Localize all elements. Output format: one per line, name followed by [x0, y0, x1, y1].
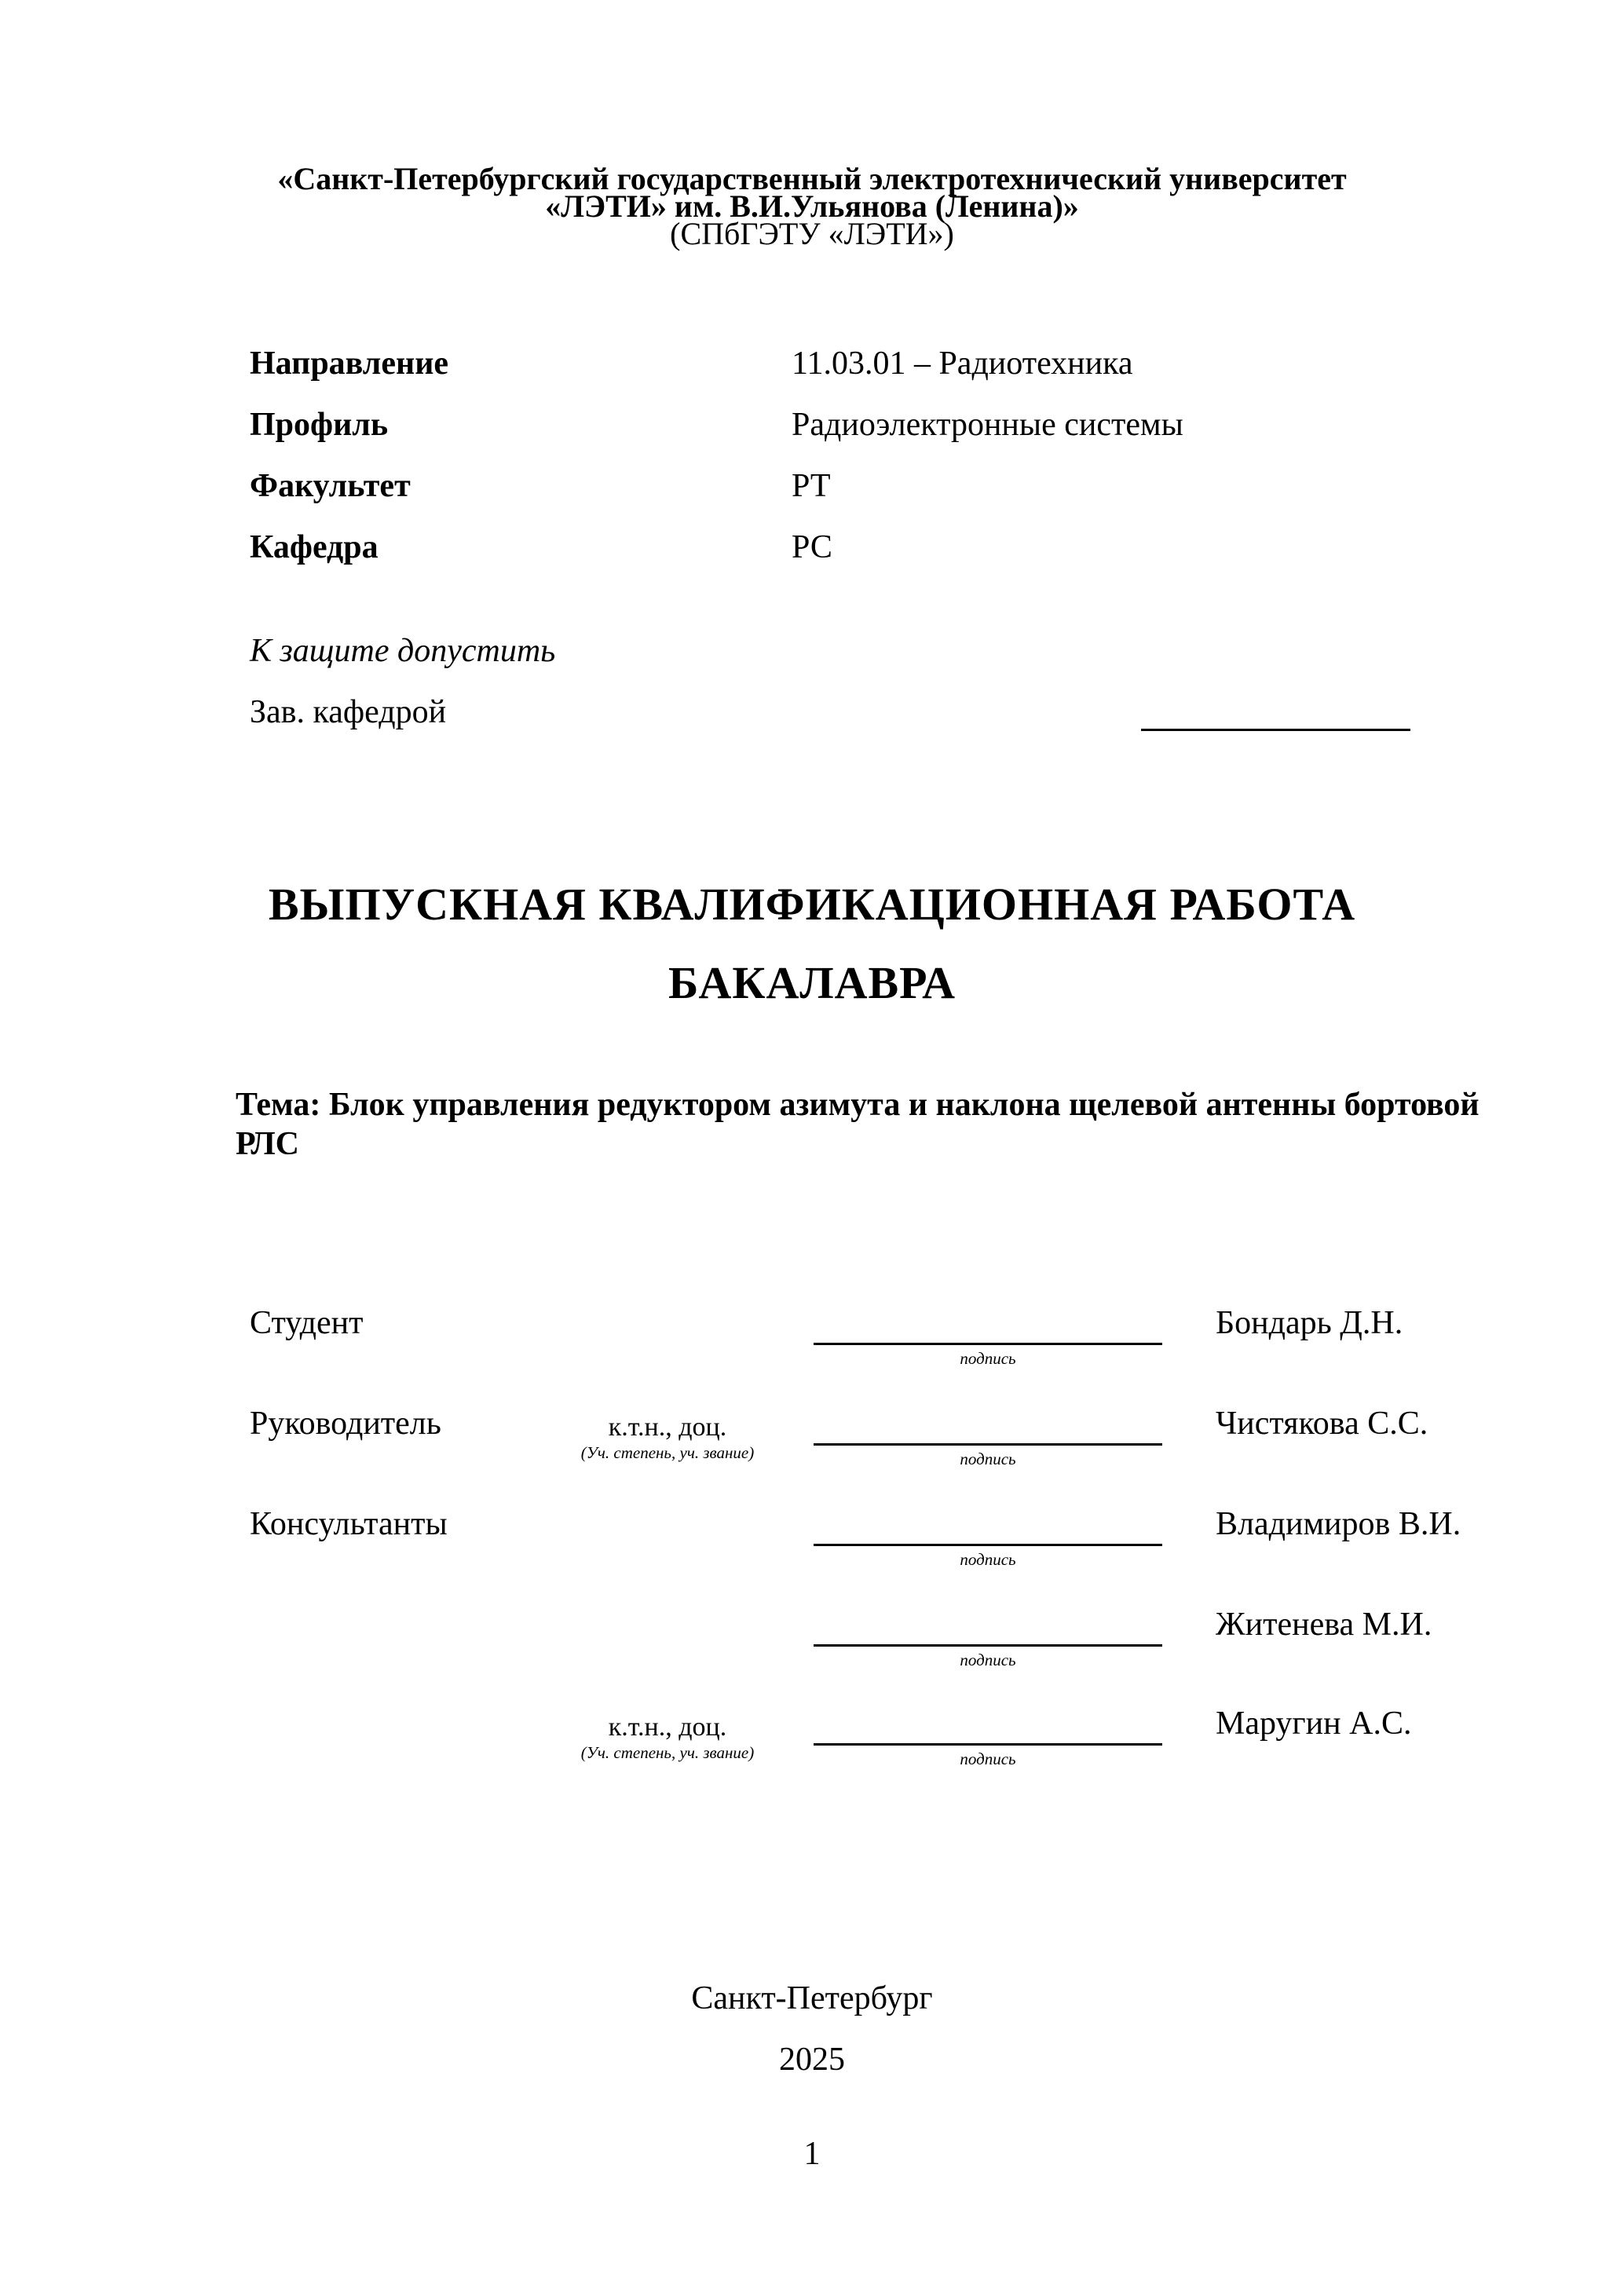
signature-line — [814, 1644, 1162, 1647]
signature-caption: подпись — [960, 1749, 1016, 1768]
signature-role-supervisor: Руководитель — [250, 1406, 441, 1442]
head-of-department-label: Зав. кафедрой — [250, 694, 447, 730]
admit-to-defense-label: К защите допустить — [250, 633, 556, 669]
signature-role-student: Студент — [250, 1305, 364, 1341]
signature-degree: к.т.н., доц. — [608, 1713, 727, 1742]
university-name-line1: «Санкт-Петербургский государственный электротехнический университет — [277, 161, 1347, 196]
signature-degree: к.т.н., доц. — [608, 1413, 727, 1442]
info-value-department: РС — [792, 529, 832, 565]
signature-name-consultant-1: Владимиров В.И. — [1216, 1506, 1461, 1542]
signature-line — [814, 1343, 1162, 1345]
thesis-topic: Тема: Блок управления редуктором азимута и наклона щелевой антенны бортовой РЛС — [236, 1087, 1480, 1162]
signature-degree-caption: (Уч. степень, уч. звание) — [580, 1743, 755, 1762]
info-value-profile: Радиоэлектронные системы — [792, 407, 1183, 443]
document-title-line2: БАКАЛАВРА — [668, 957, 956, 1008]
signature-name-consultant-3: Маругин А.С. — [1216, 1706, 1412, 1742]
university-abbrev: (СПбГЭТУ «ЛЭТИ») — [670, 216, 954, 251]
signature-name-supervisor: Чистякова С.С. — [1216, 1406, 1428, 1442]
signature-caption: подпись — [960, 1550, 1016, 1569]
footer-city: Санкт-Петербург — [691, 1980, 933, 2016]
document-title-line1: ВЫПУСКНАЯ КВАЛИФИКАЦИОННАЯ РАБОТА — [268, 879, 1356, 930]
info-label-department: Кафедра — [250, 529, 379, 565]
signature-caption: подпись — [960, 1349, 1016, 1368]
signature-line — [814, 1443, 1162, 1446]
university-name-line2: «ЛЭТИ» им. В.И.Ульянова (Ленина)» — [545, 188, 1079, 224]
signature-degree-caption: (Уч. степень, уч. звание) — [580, 1443, 755, 1462]
signature-line — [814, 1544, 1162, 1546]
info-label-direction: Направление — [250, 345, 449, 382]
signature-name-student: Бондарь Д.Н. — [1216, 1305, 1403, 1341]
info-value-faculty: РТ — [792, 468, 831, 504]
signature-line — [814, 1743, 1162, 1746]
signature-caption: подпись — [960, 1651, 1016, 1669]
info-label-faculty: Факультет — [250, 468, 411, 504]
signature-name-consultant-2: Житенева М.И. — [1216, 1607, 1432, 1643]
head-signature-line — [1141, 729, 1410, 731]
signature-role-consultants: Консультанты — [250, 1506, 448, 1542]
signature-caption: подпись — [960, 1450, 1016, 1468]
page-number: 1 — [803, 2136, 821, 2172]
info-label-profile: Профиль — [250, 407, 389, 443]
info-value-direction: 11.03.01 – Радиотехника — [792, 345, 1133, 382]
footer-year: 2025 — [779, 2042, 845, 2078]
